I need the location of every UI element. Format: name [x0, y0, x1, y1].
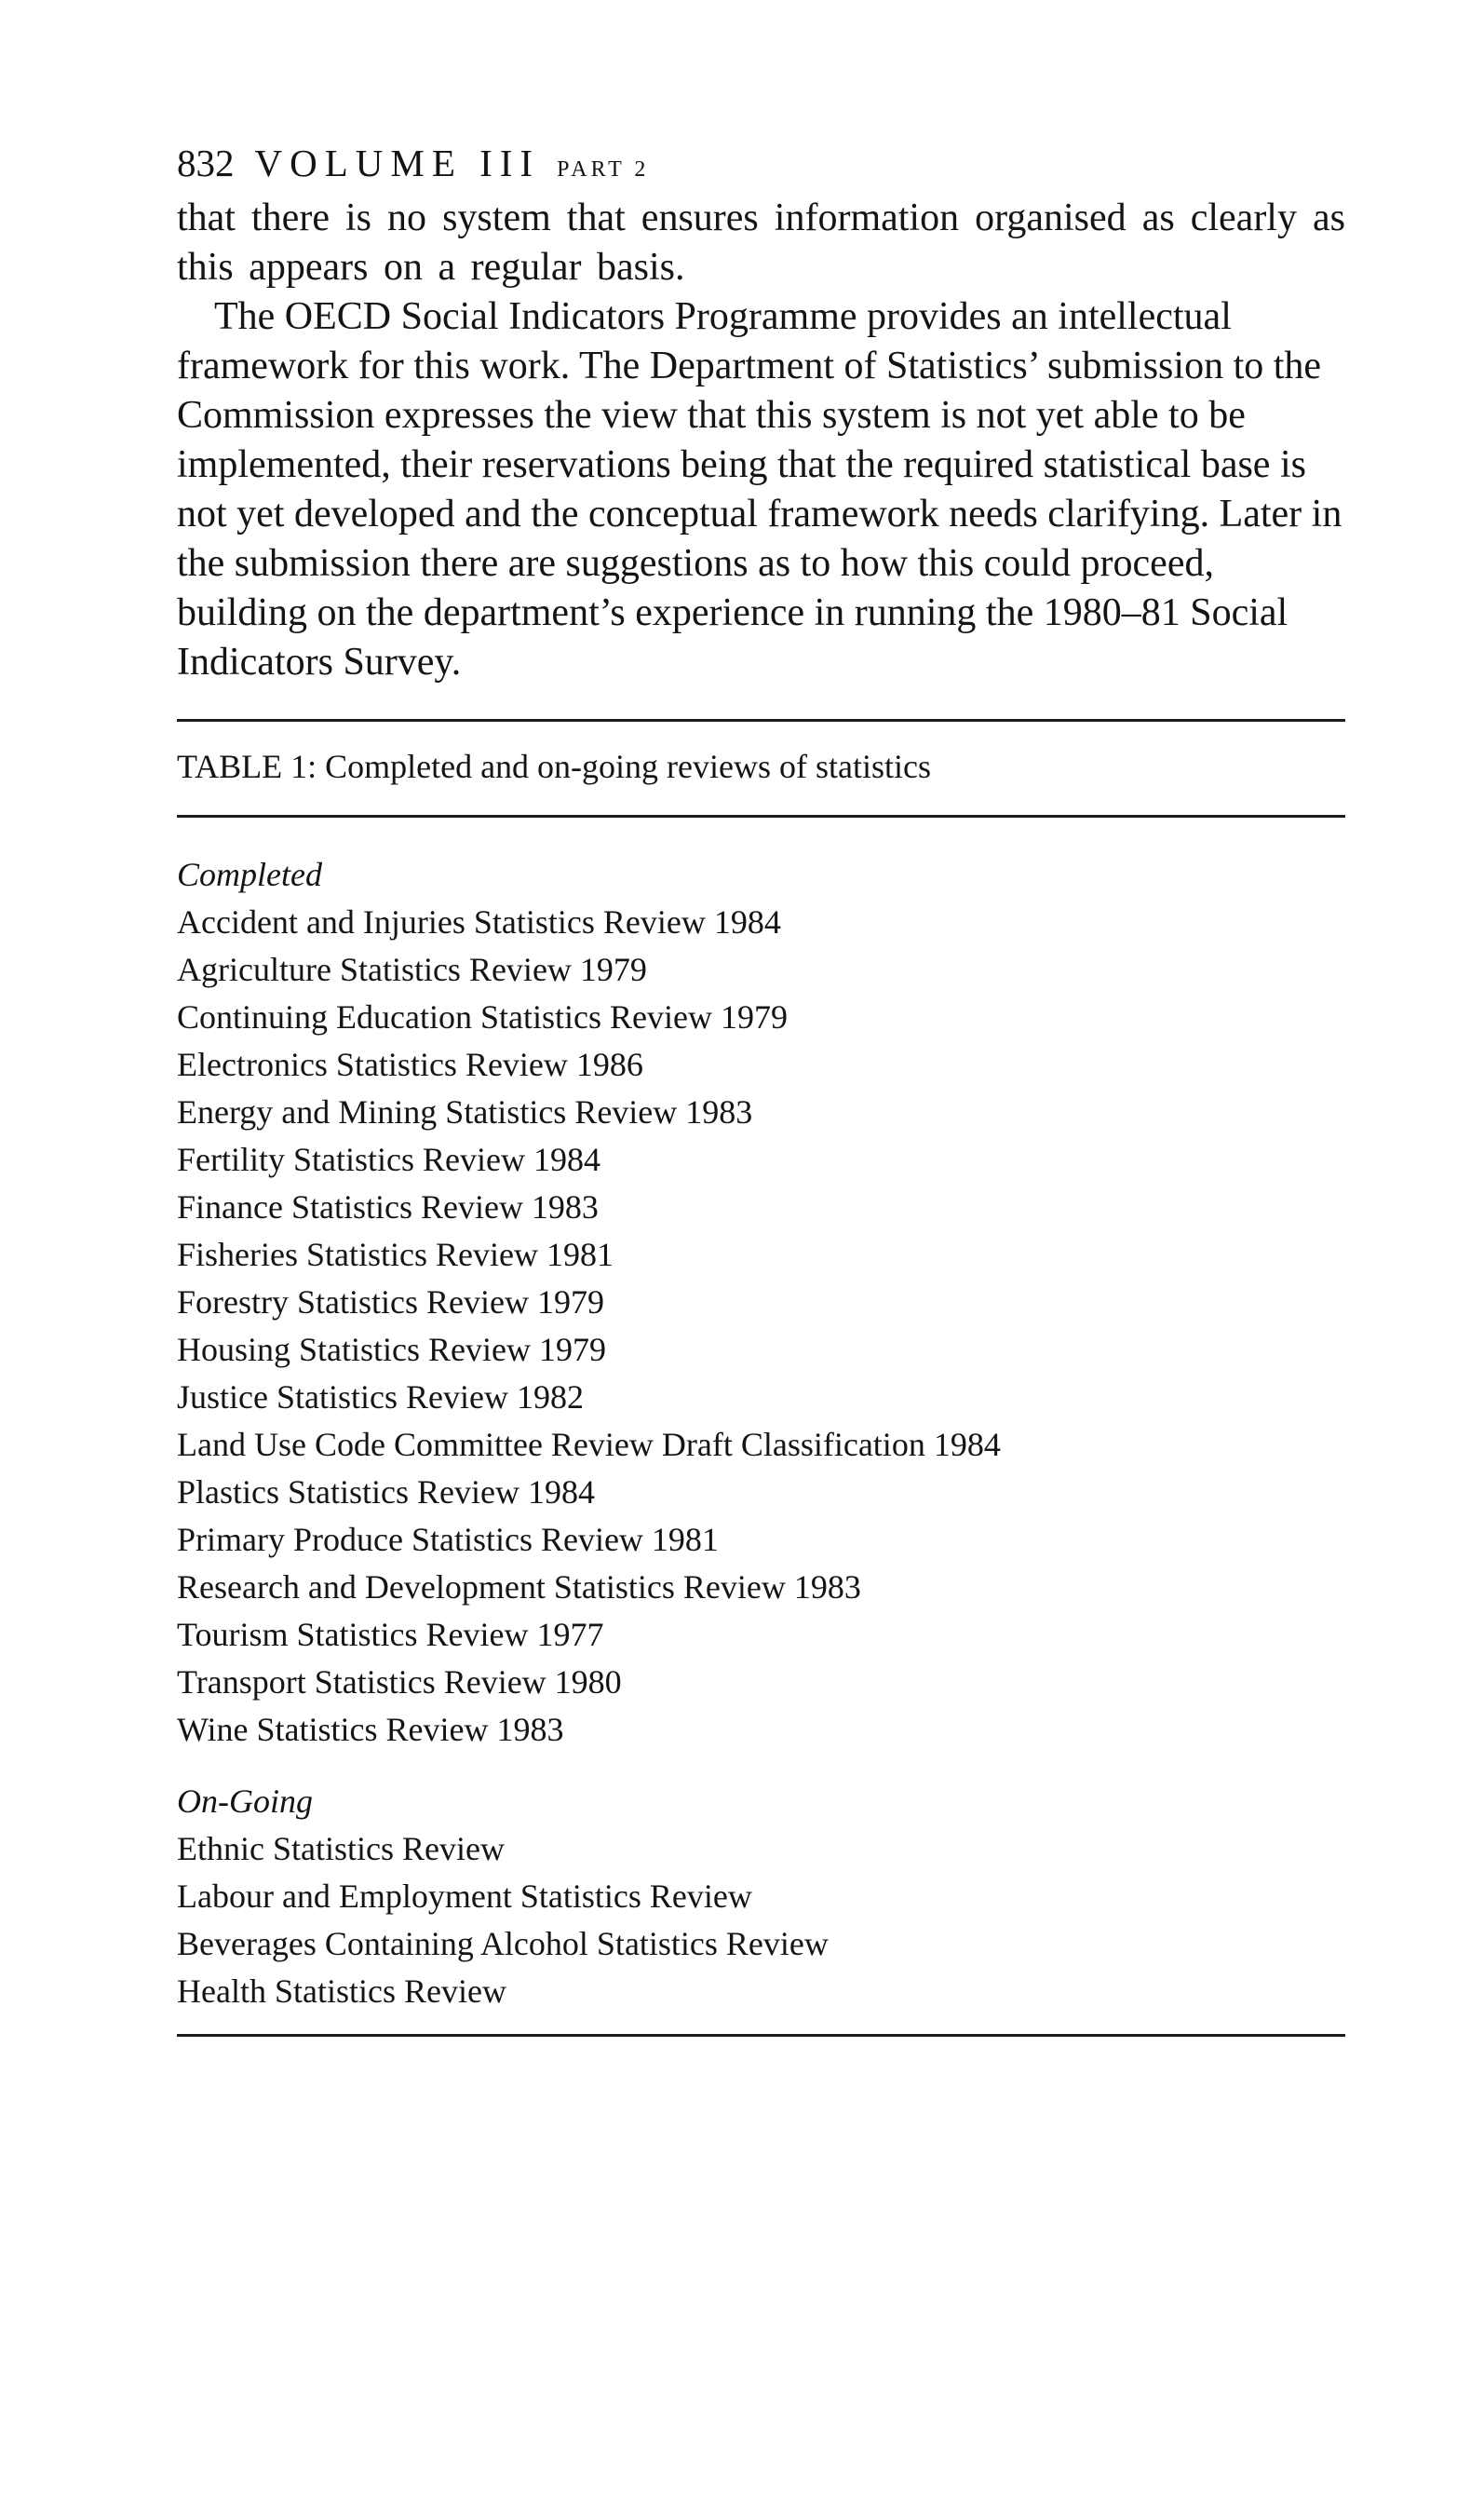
on-going-reviews-list — [177, 1825, 1345, 2015]
completed-reviews-list — [177, 899, 1345, 1754]
list-item: Land Use Code Committee Review Draft Classification 1984 — [177, 1426, 1001, 1463]
table-section-completed — [177, 851, 1345, 1754]
list-item: Finance Statistics Review 1983 — [177, 1188, 599, 1226]
table-header-rule — [177, 815, 1345, 818]
section-heading-on-going: On-Going — [177, 1783, 313, 1820]
list-item: Energy and Mining Statistics Review 1983 — [177, 1093, 753, 1131]
section-heading-completed: Completed — [177, 856, 322, 893]
table-section-on-going — [177, 1778, 1345, 2015]
body-paragraph: The OECD Social Indicators Programme provides an intellectual framework for this work. The Department of Statistics’ submission to the Commission expresses the view that this system is not yet able to be implemented, their reservations being that the required statistical base is not yet developed and the conceptual framework needs clarifying. Later in the submission there are suggestions as to how this could proceed, building on the department’s experience in running the 1980–81 Social Indicators Survey. — [177, 295, 1342, 684]
list-item: Fertility Statistics Review 1984 — [177, 1141, 600, 1178]
list-item: Health Statistics Review — [177, 1973, 506, 2010]
list-item: Beverages Containing Alcohol Statistics Review — [177, 1925, 829, 1962]
list-item: Ethnic Statistics Review — [177, 1830, 505, 1867]
body-paragraph-continued: that there is no system that ensures information organised as clearly as this appears on a regular basis. — [177, 197, 1345, 289]
list-item: Fisheries Statistics Review 1981 — [177, 1236, 614, 1273]
table-caption: TABLE 1: Completed and on-going reviews of statistics — [177, 748, 931, 785]
list-item: Justice Statistics Review 1982 — [177, 1378, 584, 1416]
table-bottom-rule — [177, 2034, 1345, 2037]
list-item: Housing Statistics Review 1979 — [177, 1331, 606, 1368]
list-item: Transport Statistics Review 1980 — [177, 1663, 622, 1701]
list-item: Labour and Employment Statistics Review — [177, 1878, 752, 1915]
document-page — [177, 140, 1345, 2037]
list-item: Tourism Statistics Review 1977 — [177, 1616, 604, 1653]
running-head — [177, 140, 1345, 194]
list-item: Plastics Statistics Review 1984 — [177, 1473, 595, 1511]
volume-label: VOLUME III — [254, 142, 541, 184]
list-item: Research and Development Statistics Review 1983 — [177, 1568, 861, 1606]
list-item: Agriculture Statistics Review 1979 — [177, 951, 647, 988]
list-item: Continuing Education Statistics Review 1979 — [177, 998, 788, 1036]
page-number: 832 — [177, 142, 235, 184]
list-item: Accident and Injuries Statistics Review 1984 — [177, 903, 781, 941]
table-top-rule — [177, 719, 1345, 722]
list-item: Electronics Statistics Review 1986 — [177, 1046, 643, 1083]
list-item: Primary Produce Statistics Review 1981 — [177, 1521, 719, 1558]
part-label: PART 2 — [557, 157, 650, 182]
list-item: Wine Statistics Review 1983 — [177, 1711, 564, 1748]
list-item: Forestry Statistics Review 1979 — [177, 1283, 604, 1321]
